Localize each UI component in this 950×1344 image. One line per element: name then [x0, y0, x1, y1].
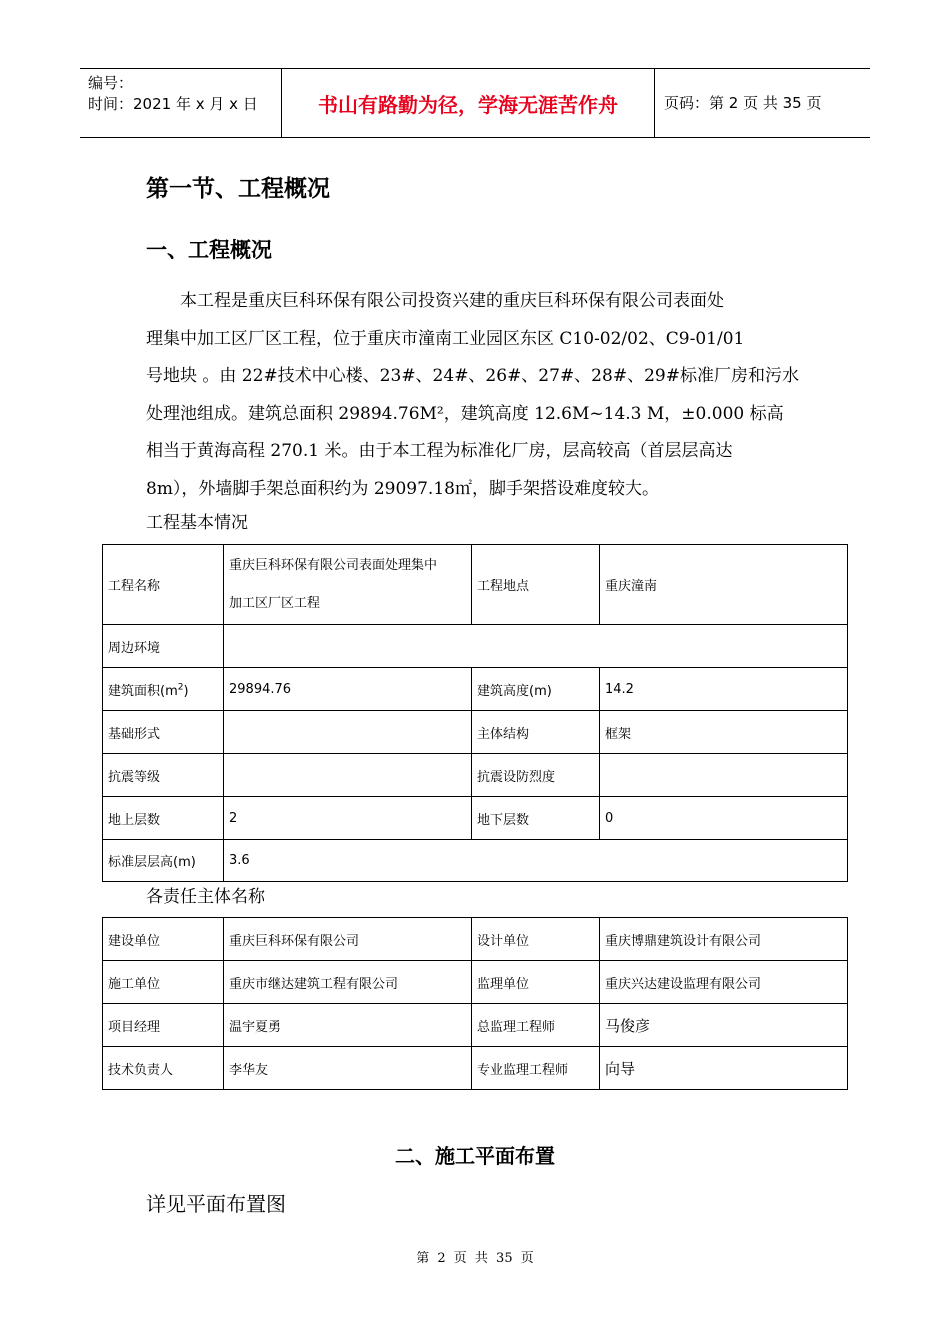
cell-value: 重庆兴达建设监理有限公司 — [600, 961, 848, 1004]
cell-value: 马俊彦 — [600, 1004, 848, 1047]
cell-label: 监理单位 — [472, 961, 600, 1004]
cell-label: 技术负责人 — [103, 1047, 224, 1090]
cell-label: 工程地点 — [472, 545, 600, 625]
table-row — [103, 918, 848, 961]
area-label: 建筑面积(m — [108, 683, 178, 699]
table-row — [103, 1004, 848, 1047]
subsection-title: 一、工程概况 — [146, 238, 272, 262]
basic-info-table — [102, 544, 848, 882]
cell-value: 框架 — [600, 711, 848, 754]
table-row — [103, 797, 848, 840]
table-row — [103, 1047, 848, 1090]
cell-value: 29894.76 — [224, 668, 472, 711]
section-two-title: 二、施工平面布置 — [395, 1144, 555, 1168]
cell-value: 重庆博鼎建筑设计有限公司 — [600, 918, 848, 961]
cell-label: 基础形式 — [103, 711, 224, 754]
paragraph-line: 理集中加工区厂区工程，位于重庆市潼南工业园区东区 C10-02/02、C9-01/01 — [146, 328, 745, 349]
cell-label — [103, 668, 224, 711]
cell-value: 2 — [224, 797, 472, 840]
header-meta — [88, 73, 258, 115]
header-page-info: 页码：第 2 页 共 35 页 — [664, 94, 822, 112]
basic-info-caption: 工程基本情况 — [146, 513, 248, 533]
table-row — [103, 961, 848, 1004]
header-divider — [654, 69, 655, 137]
cell-value — [224, 545, 472, 625]
cell-label: 地上层数 — [103, 797, 224, 840]
cell-label: 项目经理 — [103, 1004, 224, 1047]
cell-label: 标准层层高(m) — [103, 840, 224, 882]
paragraph-line: 本工程是重庆巨科环保有限公司投资兴建的重庆巨科环保有限公司表面处 — [146, 291, 724, 311]
cell-value: 向导 — [600, 1047, 848, 1090]
cell-label: 工程名称 — [103, 545, 224, 625]
cell-label: 抗震设防烈度 — [472, 754, 600, 797]
number-label: 编号： — [88, 74, 134, 92]
cell-label: 专业监理工程师 — [472, 1047, 600, 1090]
cell-value — [224, 711, 472, 754]
table-row — [103, 754, 848, 797]
paragraph-line: 处理池组成。建筑总面积 29894.76M²，建筑高度 12.6M~14.3 M，±0.000 标高 — [146, 403, 784, 424]
cell-value: 重庆市继达建筑工程有限公司 — [224, 961, 472, 1004]
cell-label: 总监理工程师 — [472, 1004, 600, 1047]
page-footer: 第 2 页 共 35 页 — [416, 1251, 534, 1266]
cell-label: 抗震等级 — [103, 754, 224, 797]
cell-value: 重庆巨科环保有限公司 — [224, 918, 472, 961]
table-row — [103, 711, 848, 754]
table-row — [103, 840, 848, 882]
cell-label: 主体结构 — [472, 711, 600, 754]
cell-value — [224, 625, 848, 668]
cell-label: 设计单位 — [472, 918, 600, 961]
overview-paragraph — [146, 283, 806, 509]
table-row — [103, 668, 848, 711]
cell-value — [224, 754, 472, 797]
area-label-close: ) — [183, 683, 189, 699]
cell-value: 李华友 — [224, 1047, 472, 1090]
area-superscript: 2 — [177, 682, 184, 693]
project-name-line: 加工区厂区工程 — [229, 595, 321, 611]
paragraph-line: 8m），外墙脚手架总面积约为 29097.18㎡，脚手架搭设难度较大。 — [146, 478, 659, 499]
time-label: 时间：2021 年 x 月 x 日 — [88, 95, 258, 113]
cell-label: 建设单位 — [103, 918, 224, 961]
paragraph-line: 相当于黄海高程 270.1 米。由于本工程为标准化厂房，层高较高（首层层高达 — [146, 441, 733, 462]
layout-reference-text: 详见平面布置图 — [146, 1192, 286, 1216]
header-motto: 书山有路勤为径，学海无涯苦作舟 — [318, 92, 618, 117]
cell-value — [600, 754, 848, 797]
section-title: 第一节、工程概况 — [146, 176, 330, 202]
cell-value: 温宇夏勇 — [224, 1004, 472, 1047]
cell-value: 0 — [600, 797, 848, 840]
cell-value: 14.2 — [600, 668, 848, 711]
cell-value: 重庆潼南 — [600, 545, 848, 625]
cell-label: 地下层数 — [472, 797, 600, 840]
cell-label: 施工单位 — [103, 961, 224, 1004]
table-row — [103, 625, 848, 668]
cell-label: 建筑高度(m) — [472, 668, 600, 711]
cell-label: 周边环境 — [103, 625, 224, 668]
responsibility-table — [102, 917, 848, 1090]
project-name-line: 重庆巨科环保有限公司表面处理集中 — [229, 557, 438, 573]
cell-value: 3.6 — [224, 840, 848, 882]
paragraph-line: 号地块 。由 22#技术中心楼、23#、24#、26#、27#、28#、29#标准厂房和污水 — [146, 366, 799, 387]
table-row — [103, 545, 848, 625]
responsibility-caption: 各责任主体名称 — [146, 887, 265, 907]
document-header — [80, 68, 870, 138]
